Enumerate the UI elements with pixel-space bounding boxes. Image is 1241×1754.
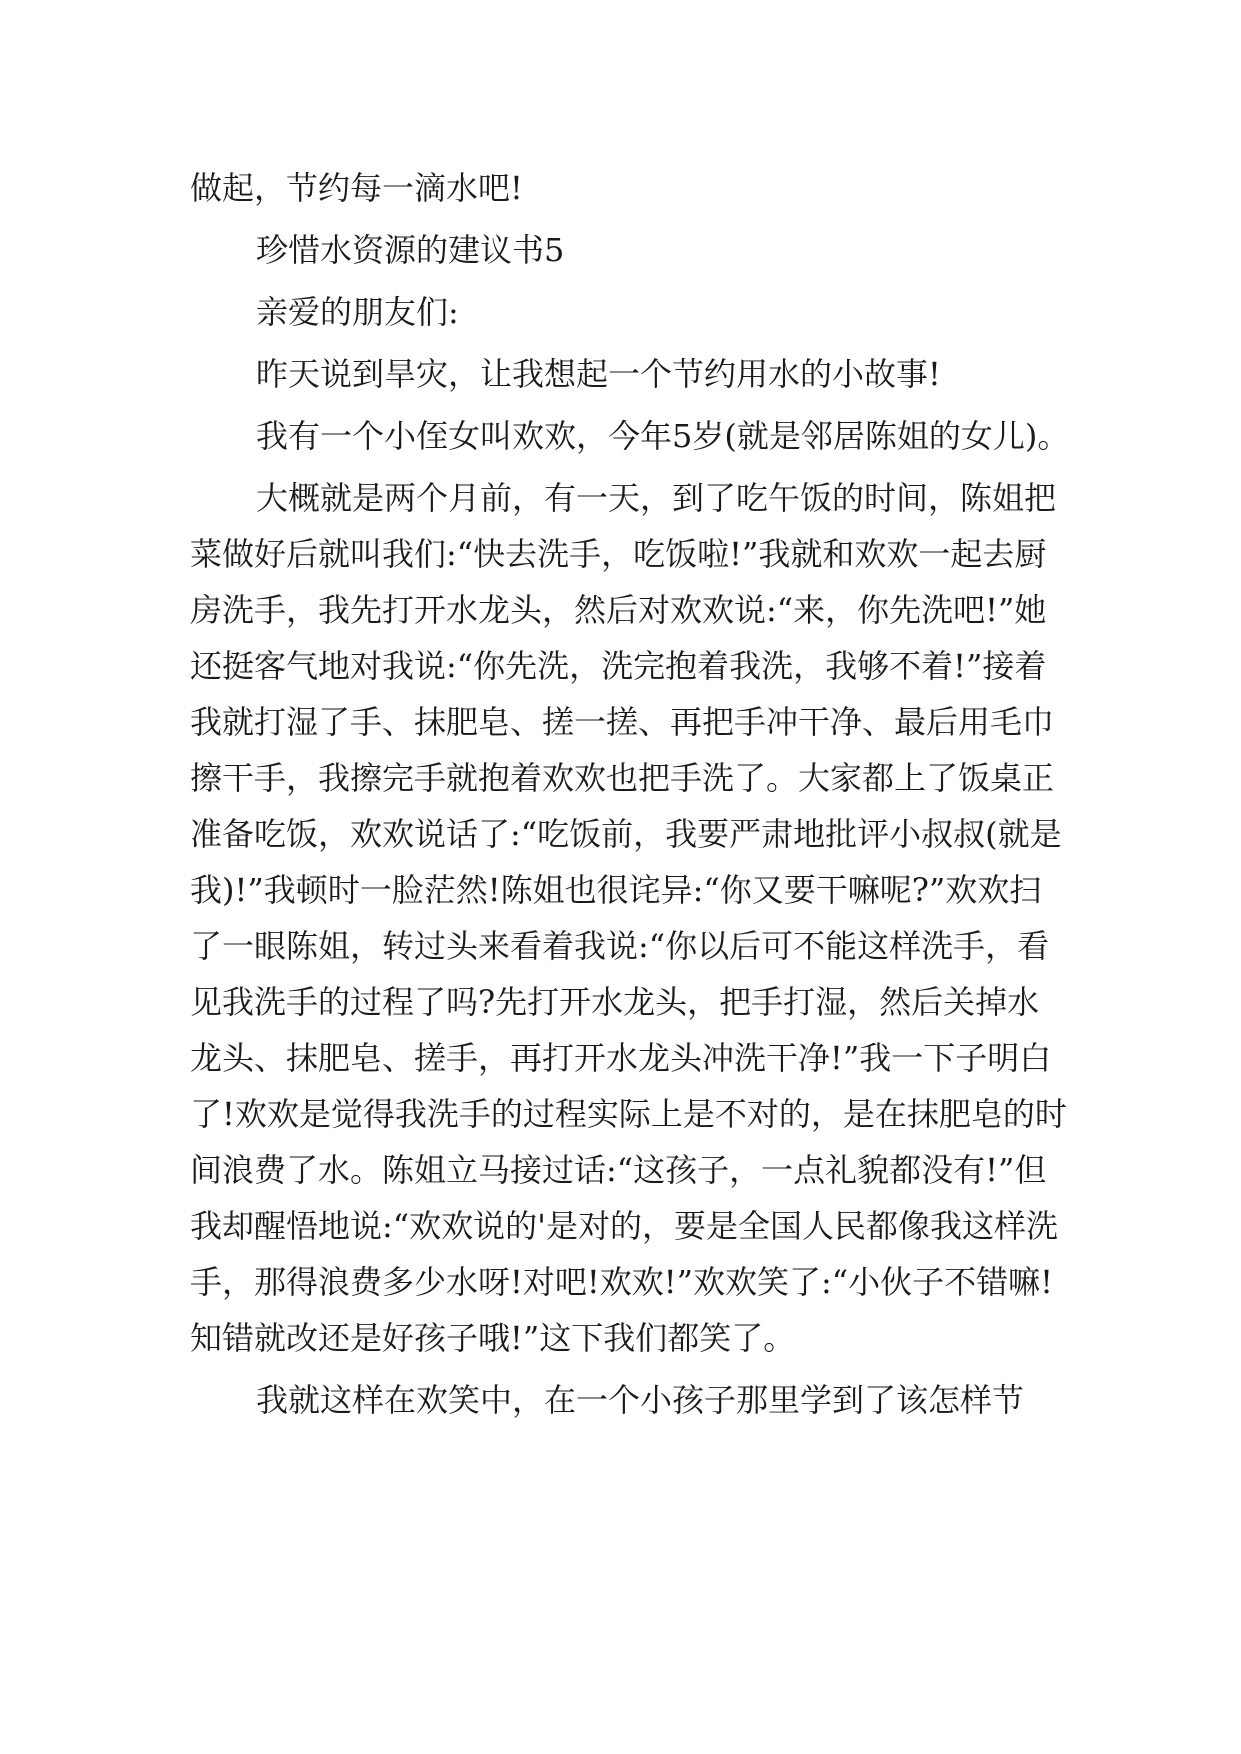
document-body: [190, 160, 1070, 1428]
section-title: 珍惜水资源的建议书5: [256, 231, 565, 269]
paragraph-story: 大概就是两个月前，有一天，到了吃午饭的时间，陈姐把菜做好后就叫我们:“快去洗手，吃饭啦!”我就和欢欢一起去厨房洗手，我先打开水龙头，然后对欢欢说:“来，你先洗吧!”她还挺客气地对我说:“你先洗，洗完抱着我洗，我够不着!”接着我就打湿了手、抹肥皂、搓一搓、再把手冲干净、最后用毛巾擦干手，我擦完手就抱着欢欢也把手洗了。大家都上了饭桌正准备吃饭，欢欢说话了:“吃饭前，我要严肃地批评小叔叔(就是我)!”我顿时一脸茫然!陈姐也很诧异:“你又要干嘛呢?”欢欢扫了一眼陈姐，转过头来看着我说:“你以后可不能这样洗手，看见我洗手的过程了吗?先打开水龙头，把手打湿，然后关掉水龙头、抹肥皂、搓手，再打开水龙头冲洗干净!”我一下子明白了!欢欢是觉得我洗手的过程实际上是不对的，是在抹肥皂的时间浪费了水。陈姐立马接过话:“这孩子，一点礼貌都没有!”但我却醒悟地说:“欢欢说的'是对的，要是全国人民都像我这样洗手，那得浪费多少水呀!对吧!欢欢!”欢欢笑了:“小伙子不错嘛!知错就改还是好孩子哦!”这下我们都笑了。: [190, 479, 1067, 1357]
salutation: 亲爱的朋友们:: [256, 293, 459, 331]
paragraph-conclusion: 我就这样在欢笑中，在一个小孩子那里学到了该怎样节: [256, 1381, 1025, 1419]
paragraph-closing-line: 做起，节约每一滴水吧!: [190, 169, 523, 207]
paragraph-niece: 我有一个小侄女叫欢欢，今年5岁(就是邻居陈姐的女儿)。: [256, 417, 1070, 455]
paragraph-intro: 昨天说到旱灾，让我想起一个节约用水的小故事!: [256, 355, 941, 393]
